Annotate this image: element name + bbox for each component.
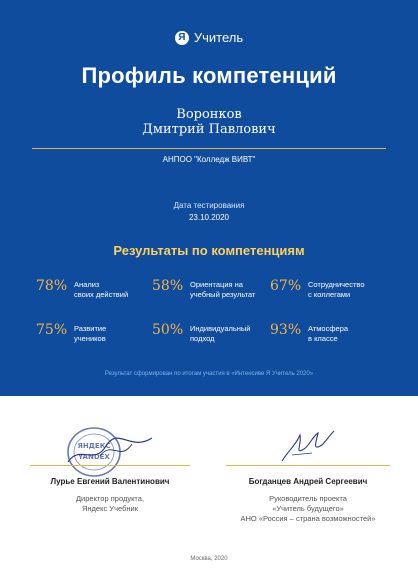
competency-item (36, 322, 106, 344)
signature-line (30, 465, 190, 466)
role-line: «Учитель будущего» (272, 504, 344, 513)
competency-label-line: учебный результат (190, 290, 256, 299)
test-date-value: 23.10.2020 (188, 213, 230, 222)
left-signer-name: Лурье Евгений Валентинович (50, 477, 170, 486)
competency-label-line: Индивидуальный (190, 324, 251, 333)
competency-label (74, 278, 128, 300)
stamp-text-top: ЯНДЕКС (77, 442, 111, 450)
competency-label-line: с коллегами (308, 290, 351, 299)
role-line: АНО «Россия – страна возможностей» (240, 514, 376, 523)
person-name (0, 107, 418, 137)
left-signer-role (30, 494, 190, 514)
competency-label (308, 322, 348, 344)
test-date-label: Дата тестирования (173, 201, 245, 210)
competency-label (190, 322, 251, 344)
competency-label-line: Сотрудничество (308, 280, 365, 289)
competency-label-line: Атмосфера (308, 324, 349, 333)
page-title: Профиль компетенций (81, 63, 337, 88)
competency-item (36, 278, 128, 300)
role-line: Руководитель проекта (269, 494, 347, 503)
right-signer-name: Богданцев Андрей Сергеевич (248, 477, 368, 486)
right-signer-role (206, 494, 410, 524)
signature-line (226, 465, 390, 466)
competency-percent: 93% (270, 322, 302, 338)
person-surname: Воронков (176, 107, 242, 122)
logo (0, 30, 418, 45)
stamp-text-bottom: YANDEX (78, 453, 110, 461)
competency-item (270, 322, 348, 344)
role-line: Яндекс Учебник (82, 504, 138, 513)
competency-percent: 58% (152, 278, 184, 294)
competency-percent: 67% (270, 278, 302, 294)
competency-label-line: своих действий (74, 290, 129, 299)
competency-percent: 78% (36, 278, 68, 294)
competency-item (152, 322, 251, 344)
organization: АНПОО "Колледж ВИВТ" (162, 155, 256, 164)
competency-label-line: в классе (308, 334, 338, 343)
competency-label-line: Развитие (74, 324, 107, 333)
competency-item (270, 278, 365, 300)
person-given-names: Дмитрий Павлович (142, 122, 276, 137)
signature-icon (278, 425, 336, 467)
yandex-logo-icon: Я (175, 31, 189, 45)
results-heading: Результаты по компетенциям (113, 243, 305, 258)
competency-percent: 50% (152, 322, 184, 338)
competency-label-line: учеников (74, 334, 106, 343)
results-footnote: Результат сформирован по итогам участия в «Интенсиве Я Учитель 2020» (104, 371, 314, 377)
competency-item (152, 278, 255, 300)
stamp-icon (60, 422, 156, 480)
competency-label-line: Анализ (74, 280, 100, 289)
competency-percent: 75% (36, 322, 68, 338)
competency-label (74, 322, 106, 344)
competency-label (190, 278, 255, 300)
competency-label (308, 278, 365, 300)
logo-text: Учитель (193, 30, 244, 45)
competency-label-line: Ориентация на (190, 280, 243, 289)
divider (32, 148, 386, 149)
role-line: Директор продукта, (75, 494, 145, 503)
city-year: Москва, 2020 (190, 556, 228, 562)
competency-label-line: подход (190, 334, 215, 343)
